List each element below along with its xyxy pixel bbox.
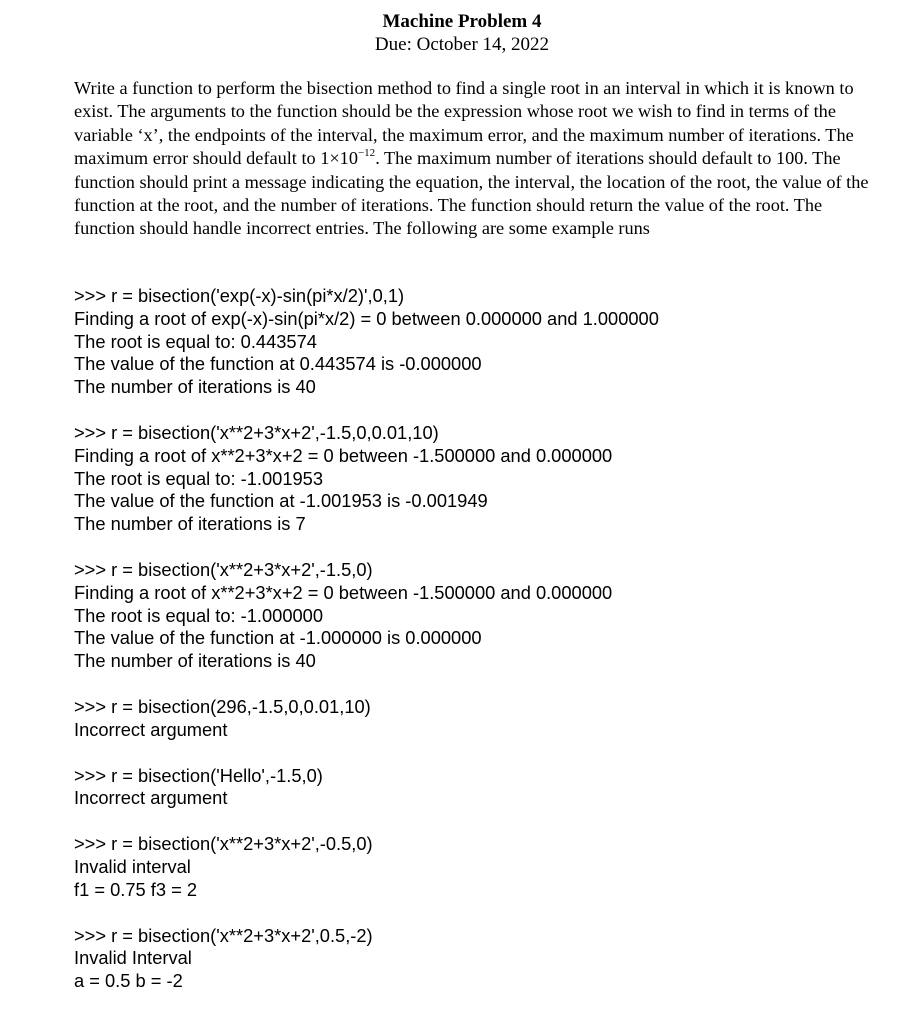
run-output-line: Finding a root of x**2+3*x+2 = 0 between -1.500000 and 0.000000 (74, 444, 613, 466)
run-output-line: The number of iterations is 40 (74, 376, 316, 398)
example-run (74, 422, 894, 536)
run-output-line: Incorrect argument (74, 718, 228, 740)
run-output-line: Invalid interval (74, 855, 191, 877)
example-run (74, 559, 894, 673)
due-date: Due: October 14, 2022 (374, 34, 550, 55)
run-command: >>> r = bisection('exp(-x)-sin(pi*x/2)',0,1) (74, 285, 405, 306)
problem-description (74, 77, 874, 241)
example-runs (74, 285, 894, 993)
run-output-line: a = 0.5 b = -2 (74, 970, 183, 992)
example-run (74, 696, 894, 742)
description-text-start: Write a function to perform the bisection method to find a single root in an interval in which it is known to exist. The arguments to the function should be the expression whose root we wish to find in terms of the variable ‘x’, the endpoints of the interval, the maximum error, and the maximum number of iterations. The maximum error should default to 1×10 (74, 78, 854, 169)
run-command: >>> r = bisection('x**2+3*x+2',0.5,-2) (74, 924, 373, 946)
run-output-line: The root is equal to: -1.001953 (74, 467, 323, 489)
example-run (74, 765, 894, 811)
run-command: >>> r = bisection('x**2+3*x+2',-1.5,0) (74, 558, 373, 580)
run-output-line: The root is equal to: 0.443574 (74, 330, 317, 352)
run-output-line: Invalid Interval (74, 947, 192, 969)
run-output-line: f1 = 0.75 f3 = 2 (74, 878, 197, 900)
run-command: >>> r = bisection('x**2+3*x+2',-0.5,0) (74, 833, 373, 855)
run-output-line: Finding a root of exp(-x)-sin(pi*x/2) = 0 between 0.000000 and 1.000000 (74, 307, 659, 329)
run-output-line: The value of the function at -1.000000 is 0.000000 (74, 627, 482, 649)
error-exponent: −12 (357, 147, 376, 160)
run-output-line: Finding a root of x**2+3*x+2 = 0 between -1.500000 and 0.000000 (74, 581, 613, 603)
run-output-line: The number of iterations is 40 (74, 650, 316, 672)
run-output-line: The value of the function at -1.001953 is -0.001949 (74, 490, 488, 512)
document-header (0, 10, 924, 56)
run-output-line: Incorrect argument (74, 787, 228, 809)
description-text-end: . The maximum number of iterations should default to 100. The function should print a message indicating the equation, the interval, the location of the root, the value of the function at the root, and the number of iterations. The function should return the value of the root. The function should handle incorrect entries. The following are some example runs (74, 148, 869, 239)
run-command: >>> r = bisection('x**2+3*x+2',-1.5,0,0.01,10) (74, 421, 439, 443)
run-command: >>> r = bisection('Hello',-1.5,0) (74, 764, 323, 786)
document-title: Machine Problem 4 (382, 11, 542, 32)
run-output-line: The root is equal to: -1.000000 (74, 604, 323, 626)
run-output-line: The number of iterations is 7 (74, 513, 306, 535)
run-output-line: The value of the function at 0.443574 is -0.000000 (74, 353, 482, 375)
example-run (74, 925, 894, 993)
example-run (74, 833, 894, 901)
run-command: >>> r = bisection(296,-1.5,0,0.01,10) (74, 695, 371, 717)
example-run (74, 285, 894, 399)
